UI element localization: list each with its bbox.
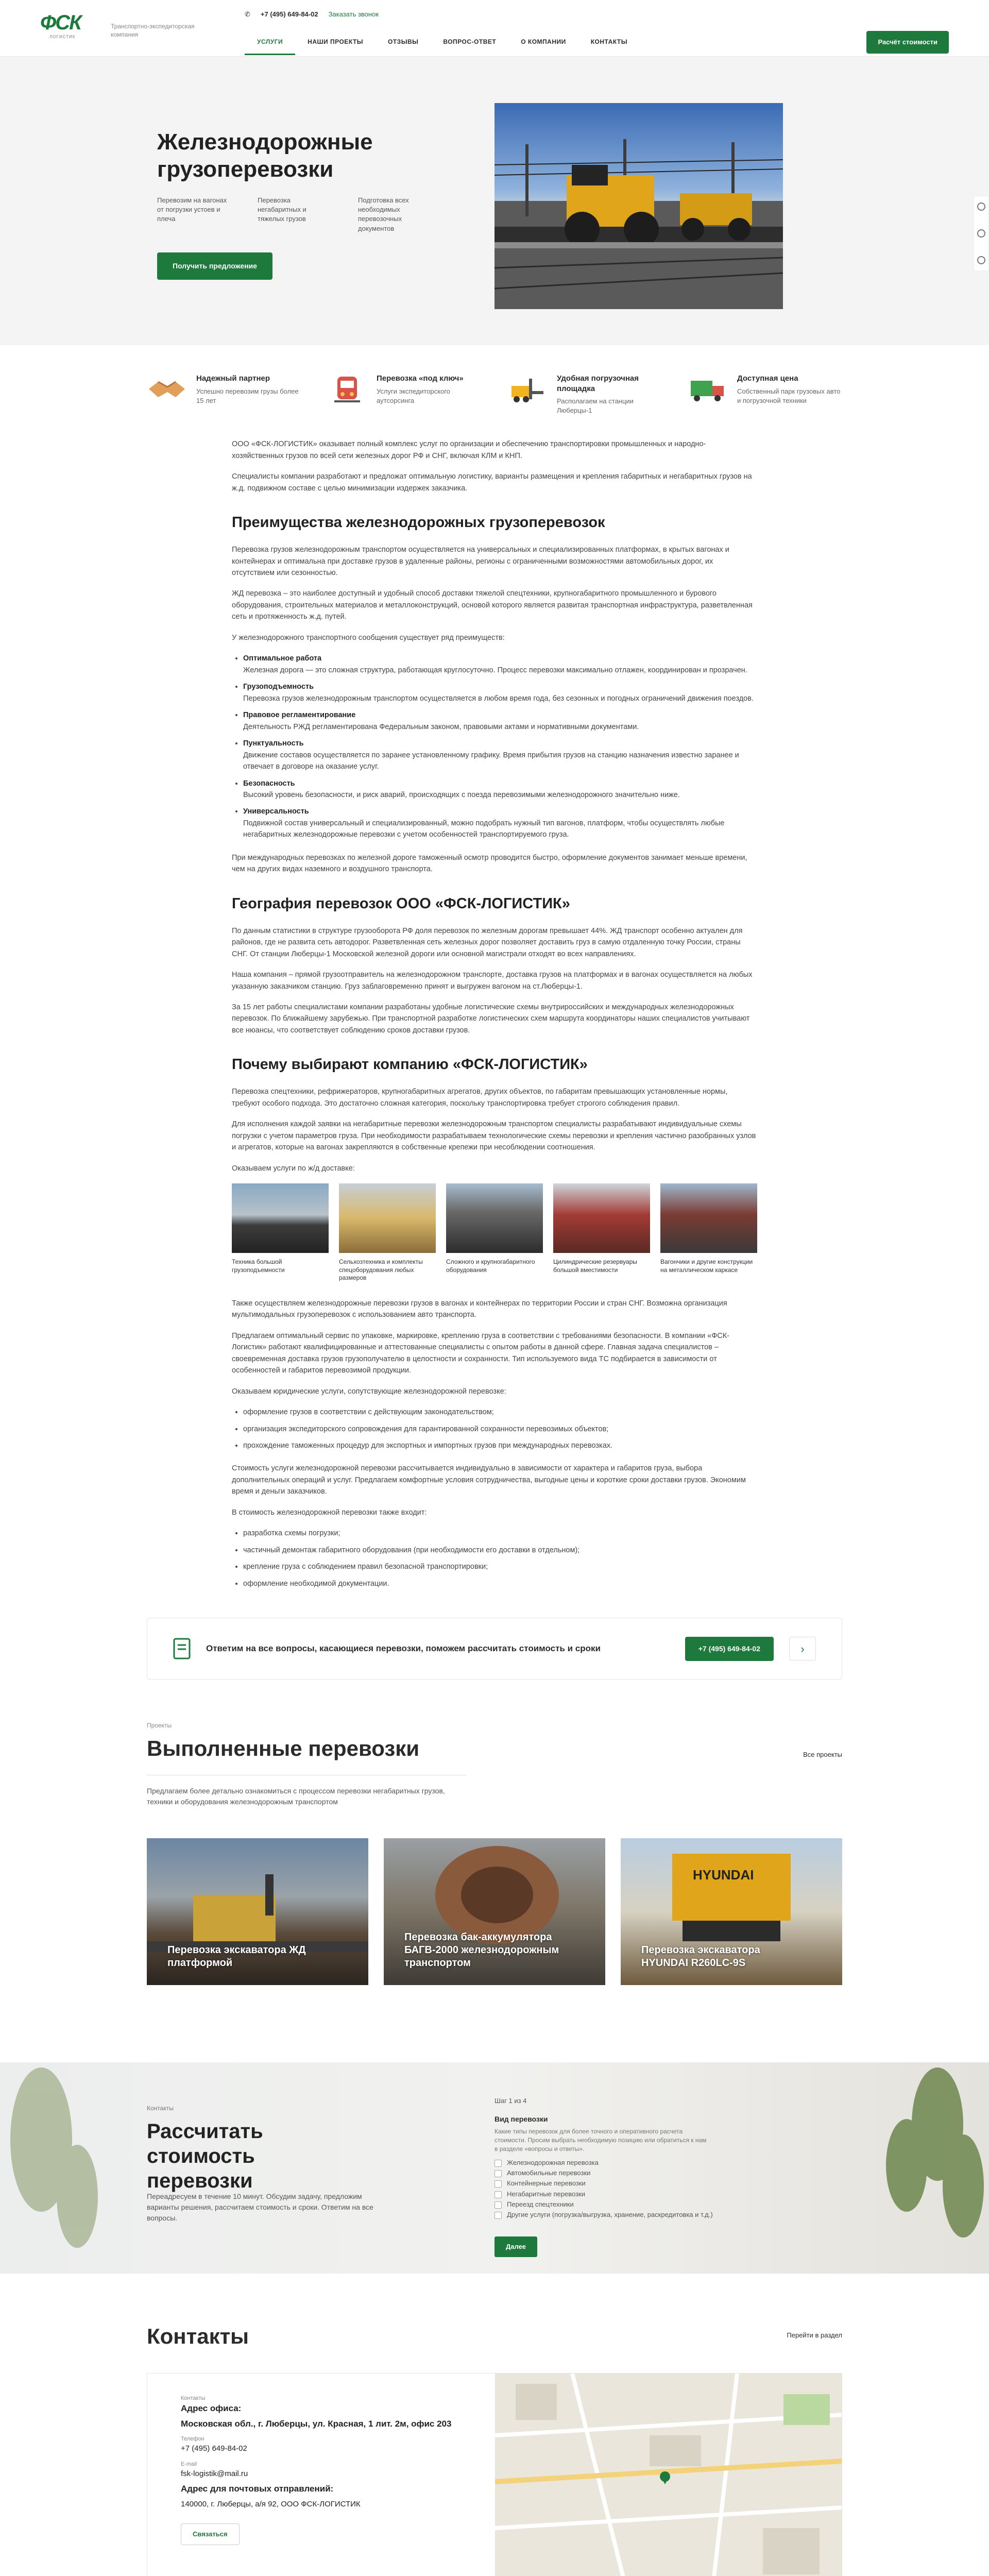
- phone-icon: ✆: [245, 10, 250, 18]
- list-item: • Пунктуальность Движение составов осуществляется по заранее установленному графику. Время прибытия грузов на станцию назначения известно заранее и отвечает в договоре на оказание услуг.: [243, 738, 757, 772]
- cargo-gallery: [232, 1183, 757, 1282]
- feature-title: Доступная цена: [737, 374, 798, 383]
- train-icon: [327, 374, 367, 405]
- page-title: Железнодорожные грузоперевозки: [157, 129, 373, 182]
- logo-mark: ФСК: [40, 11, 81, 34]
- logo[interactable]: [40, 11, 96, 44]
- features-row: [147, 345, 842, 438]
- svg-text:HYUNDAI: HYUNDAI: [693, 1867, 754, 1883]
- feature-title: Перевозка «под ключ»: [377, 374, 464, 383]
- plant-decoration: [721, 2062, 989, 2274]
- logo-sub: ЛОГИСТИК: [49, 35, 76, 39]
- nav-reviews[interactable]: ОТЗЫВЫ: [388, 38, 419, 45]
- list-item: • Безопасность Высокий уровень безопасности, и риск аварий, происходящих с поезда перевозимыми железнодорожного значительно ниже.: [243, 778, 757, 801]
- header-phone[interactable]: +7 (495) 649-84-02: [260, 10, 318, 18]
- project-title: Перевозка экскаватора ЖД платформой: [167, 1944, 306, 1969]
- section-description: Переадресуем в течение 10 минут. Обсудим задачу, предложим варианты решения, рассчитаем стоимость и сроки. Ответим на все вопросы.: [147, 2192, 373, 2223]
- document-icon: [173, 1638, 191, 1659]
- office-card: [147, 2373, 842, 2576]
- section-heading: Почему выбирают компанию «ФСК-ЛОГИСТИК»: [232, 1056, 588, 1073]
- field-label: Контакты: [181, 2395, 206, 2402]
- project-card[interactable]: [384, 1838, 605, 1985]
- hero-image: [494, 103, 783, 309]
- list-item: • Оптимальное работа Железная дорога — это сложная структура, работающая круглосуточно. Процесс перевозки максимально отлажен, координирован и прозрачен.: [243, 653, 757, 676]
- feature-title: Надежный партнер: [196, 374, 270, 383]
- nav-contacts[interactable]: КОНТАКТЫ: [590, 38, 627, 45]
- list-item: • организация экспедиторского сопровождения для гарантированной сохранности перевозимых объектов;: [243, 1423, 757, 1435]
- paragraph: Оказываем услуги по ж/д доставке:: [232, 1164, 355, 1173]
- gallery-item[interactable]: Сложного и крупногабаритного оборудования: [446, 1183, 543, 1282]
- hero-feature-1: Перевозим на вагонах от погрузки устоев и плеча: [157, 196, 227, 223]
- main-nav: [245, 32, 640, 55]
- gallery-item[interactable]: Техника большой грузоподъемности: [232, 1183, 329, 1282]
- step-question: Вид перевозки: [494, 2115, 548, 2124]
- paragraph: Также осуществляем железнодорожные перевозки грузов в вагонах и контейнерах по территории России и стран СНГ. Возможна организация мультимодальных грузоперевозок с использованием авто транспорта.: [232, 1299, 727, 1319]
- gallery-item[interactable]: Цилиндрические резервуары большой вместимости: [553, 1183, 650, 1282]
- included-list: [243, 1528, 757, 1589]
- section-heading: География перевозок ООО «ФСК-ЛОГИСТИК»: [232, 895, 570, 912]
- gallery-item[interactable]: Сельхозтехника и комплекты спецоборудования любых размеров: [339, 1183, 436, 1282]
- step-indicator: Шаг 1 из 4: [494, 2097, 527, 2105]
- paragraph: При международных перевозках по железной дороге таможенный осмотр проводится быстро, оформление документов занимает меньше времени, чем на других видах наземного и воздушного транспорта.: [232, 853, 747, 874]
- project-cards: [147, 1838, 842, 1985]
- nav-services[interactable]: УСЛУГИ: [245, 32, 295, 55]
- paragraph: ЖД перевозка – это наиболее доступный и удобный способ доставки тяжелой спецтехники, крупногабаритного промышленного и бурового оборудования, строительных материалов и металлоконструкций, основой которого является развитая транспортная инфраструктура, разветвленная сеть и протяженность ж.д. путей.: [232, 589, 753, 621]
- paragraph: За 15 лет работы специалистами компании разработаны удобные логистические схемы внутрироссийских и международных железнодорожных перевозок. По ближайшему зарубежью. При транспортной разработке логистических схем маршрута координаторы наших специалистов учитывают все нюансы, что соответствует соблюдению сроков доставки грузов.: [232, 1003, 750, 1035]
- feature-title: Удобная погрузочная площадка: [557, 374, 639, 393]
- arrow-right-icon[interactable]: ›: [789, 1637, 816, 1660]
- paragraph: Перевозка грузов железнодорожным транспортом осуществляется на универсальных и специализированных платформах, в крытых вагонах и контейнерах и оптимальна при доставке грузов в удаленные районы, регионы с ограниченными возможностями автомобильных дорог, их отсутствием или сезонностью.: [232, 546, 729, 577]
- section-label: Проекты: [147, 1722, 172, 1730]
- post-address: 140000, г. Люберцы, а/я 92, ООО ФСК-ЛОГИСТИК: [181, 2499, 361, 2509]
- paragraph: ООО «ФСК-ЛОГИСТИК» оказывает полный комплекс услуг по организации и обеспечению транспортировки промышленных и народно-хозяйственных грузов по всей сети железных дорог РФ и СНГ, включая КЛМ и КНП.: [232, 440, 706, 460]
- handshake-icon: [147, 374, 187, 405]
- site-header: [0, 0, 989, 57]
- list-item: • Грузоподъемность Перевозка грузов железнодорожным транспортом осуществляется в любом время года, без сезонных и погодных ограничений движения поездов.: [243, 681, 757, 704]
- phone-icon[interactable]: [977, 229, 985, 238]
- next-button[interactable]: Далее: [494, 2236, 537, 2257]
- nav-about[interactable]: О КОМПАНИИ: [521, 38, 566, 45]
- office-email[interactable]: fsk-logistik@mail.ru: [181, 2469, 248, 2479]
- feature-turnkey: [327, 374, 482, 415]
- paragraph: Специалисты компании разработают и предложат оптимальную логистику, варианты размещения и крепления габаритных и негабаритных грузов на ж.д. подвижном составе с целью минимизации издержек заказчика.: [232, 472, 752, 493]
- list-item: • частичный демонтаж габаритного оборудования (при необходимости его доставки в отдельном);: [243, 1545, 757, 1556]
- truck-icon: [688, 374, 728, 405]
- top-contacts: [245, 9, 379, 20]
- list-item: • оформление необходимой документации.: [243, 1578, 757, 1589]
- nav-projects[interactable]: НАШИ ПРОЕКТЫ: [308, 38, 364, 45]
- loader-icon: [507, 374, 548, 405]
- list-item: • оформление грузов в соответствии с действующим законодательством;: [243, 1406, 757, 1418]
- legal-services-list: [243, 1406, 757, 1451]
- field-label: Телефон: [181, 2435, 204, 2442]
- calculator-section: [0, 2062, 989, 2274]
- question-phone-button[interactable]: +7 (495) 649-84-02: [685, 1637, 774, 1661]
- section-label: Контакты: [147, 2105, 174, 2112]
- option-checkbox[interactable]: Негабаритные перевозки: [494, 2189, 713, 2199]
- office-map[interactable]: [495, 2374, 842, 2576]
- paragraph: Для исполнения каждой заявки на негабаритные перевозки железнодорожным транспортом специалисты разрабатывают индивидуальные схемы погрузки с учетом параметров груза. При необходимости разрабатываем технологические схемы перевозки и крепления частично разобранных узлов и агрегатов, которые на вагонах закрепляются в собственные крепежи при несоблюдении соотношения.: [232, 1120, 756, 1152]
- question-banner: [147, 1618, 842, 1680]
- paragraph: Наша компания – прямой грузоотправитель на железнодорожном транспорте, доставка грузов на платформах и в вагонах осуществляется на любых указанную заказчиком станцию. Груз заблаговременно принят и выгружен вагоном на ст.Люберцы-1.: [232, 971, 753, 991]
- option-checkbox[interactable]: Железнодорожная перевозка: [494, 2158, 713, 2168]
- paragraph: Предлагаем оптимальный сервис по упаковке, маркировке, креплению груза в соответствии с требованиями безопасности. В компании «ФСК-Логистик» работают квалифицированные и аттестованные специалисты с опытом работы в данной сфере. Главная задача специалистов – своевременная доставка грузов грузополучателю в целостности и сохранности. Тип используемого вида ТС подбирается в зависимости от особенностей и габаритов перевозимой продукции.: [232, 1331, 729, 1375]
- feature-loading-site: [507, 374, 662, 415]
- paragraph: Стоимость услуги железнодорожной перевозки рассчитывается индивидуально в зависимости от характера и габаритов груза, выбора дополнительных операций и услуг. Предлагаем комфортные условия сотрудничества, выгодные цены и короткие сроки доставки грузов. Экономим время и деньги заказчиков.: [232, 1464, 746, 1496]
- feature-text: Услуги экспедиторского аутсорсинга: [377, 387, 450, 404]
- all-projects-link[interactable]: Все проекты: [803, 1751, 842, 1759]
- list-item: • прохождение таможенных процедур для экспортных и импортных грузов при международных перевозках.: [243, 1440, 757, 1451]
- get-offer-button[interactable]: Получить предложение: [157, 252, 272, 280]
- project-card[interactable]: [621, 1838, 842, 1985]
- article: [232, 438, 757, 1589]
- contacts-link[interactable]: Перейти в раздел: [787, 2331, 842, 2340]
- mail-icon[interactable]: [977, 256, 985, 264]
- project-card[interactable]: [147, 1838, 368, 1985]
- office-phone[interactable]: +7 (495) 649-84-02: [181, 2444, 247, 2453]
- hero: [0, 57, 989, 345]
- section-title: Контакты: [147, 2324, 249, 2349]
- paragraph: У железнодорожного транспортного сообщения существует ряд преимуществ:: [232, 633, 505, 642]
- list-item: • разработка схемы погрузки;: [243, 1528, 757, 1539]
- question-text: Ответим на все вопросы, касающиеся перевозки, поможем рассчитать стоимость и сроки: [206, 1643, 601, 1654]
- contacts-section: [147, 2320, 842, 2576]
- paragraph: В стоимость железнодорожной перевозки также входит:: [232, 1508, 427, 1517]
- gallery-item[interactable]: Вагончики и другие конструкции на металлическом каркасе: [660, 1183, 757, 1282]
- section-title: Выполненные перевозки: [147, 1736, 420, 1761]
- accessibility-icon[interactable]: [977, 202, 985, 211]
- feature-text: Собственный парк грузовых авто и погрузочной техники: [737, 387, 841, 404]
- paragraph: Перевозка спецтехники, рефрижераторов, крупногабаритных агрегатов, других объектов, по габаритам превышающих установленные нормы, требуют особого подхода. Это достаточно сложная категория, поскольку транспортировка требует строгого соблюдения правил.: [232, 1088, 728, 1108]
- tagline: Транспортно-экспедиторская компания: [111, 23, 195, 38]
- project-title: Перевозка экскаватора HYUNDAI R260LC-9S: [641, 1944, 760, 1969]
- transport-options: [494, 2158, 713, 2220]
- field-label: E-mail: [181, 2461, 197, 2467]
- header-calc-button[interactable]: Расчёт стоимости: [866, 31, 949, 54]
- plant-decoration: [0, 2062, 124, 2274]
- callback-link[interactable]: Заказать звонок: [328, 10, 379, 18]
- option-checkbox[interactable]: Переезд спецтехники: [494, 2199, 713, 2210]
- section-description: Предлагаем более детально ознакомиться с процессом перевозки негабаритных грузов, техники и оборудования железнодорожным транспортом: [147, 1775, 466, 1807]
- section-heading: Преимущества железнодорожных грузоперевозок: [232, 514, 605, 531]
- option-checkbox[interactable]: Контейнерные перевозки: [494, 2178, 713, 2189]
- office-heading: Адрес офиса:: [181, 2403, 242, 2413]
- office-address: Московская обл., г. Люберцы, ул. Красная, 1 лит. 2м, офис 203: [181, 2418, 452, 2429]
- list-item: • Универсальность Подвижной состав универсальный и специализированный, можно подобрать нужный тип вагонов, платформ, чтобы осуществлять любые негабаритных железнодорожные перевозки с учетом особенностей транспортируемого груза.: [243, 806, 757, 840]
- list-item: • крепление груза с соблюдением правил безопасной транспортировки;: [243, 1561, 757, 1572]
- feature-text: Располагаем на станции Люберцы-1: [557, 397, 634, 415]
- option-checkbox[interactable]: Автомобильные перевозки: [494, 2168, 713, 2178]
- feature-price: [688, 374, 842, 415]
- advantages-list: [243, 653, 757, 841]
- hero-feature-2: Перевозка негабаритных и тяжелых грузов: [258, 196, 306, 223]
- option-checkbox[interactable]: Другие услуги (погрузка/выгрузка, хранение, раскредитовка и т.д.): [494, 2210, 713, 2220]
- paragraph: Оказываем юридические услуги, сопутствующие железнодорожной перевозке:: [232, 1387, 506, 1396]
- post-heading: Адрес для почтовых отправлений:: [181, 2483, 334, 2494]
- list-item: • Правовое регламентирование Деятельность РЖД регламентирована Федеральным законом, правовыми актами и нормативными документами.: [243, 709, 757, 733]
- contact-button[interactable]: Связаться: [181, 2523, 240, 2545]
- project-title: Перевозка бак-аккумулятора БАГВ-2000 железнодорожным транспортом: [404, 1931, 559, 1969]
- hero-feature-3: Подготовка всех необходимых перевозочных документов: [358, 196, 409, 232]
- paragraph: По данным статистики в структуре грузооборота РФ доля перевозок по железным дорогам превышает 44%. ЖД транспорт особенно актуален для районов, где не развита сеть автодорог. Разветвленная сеть железных дорог позволяет доставить груз в самую отдаленную точку России, страны СНГ. От станции Люберцы-1 Московской железной дороги или основной магистрали отходят во всех направлениях.: [232, 926, 743, 958]
- feature-text: Успешно перевозим грузы более 15 лет: [196, 387, 299, 404]
- nav-faq[interactable]: ВОПРОС-ОТВЕТ: [443, 38, 497, 45]
- projects-section: [147, 1721, 842, 1985]
- section-title: Рассчитать стоимость перевозки: [147, 2120, 263, 2193]
- feature-reliable: [147, 374, 301, 415]
- step-hint: Какие типы перевозок для более точного и оперативного расчета стоимости. Просим выбрать необходимую позицию или обратиться к нам в разделе «вопросы и ответы».: [494, 2128, 707, 2153]
- side-toolbar: [974, 196, 989, 271]
